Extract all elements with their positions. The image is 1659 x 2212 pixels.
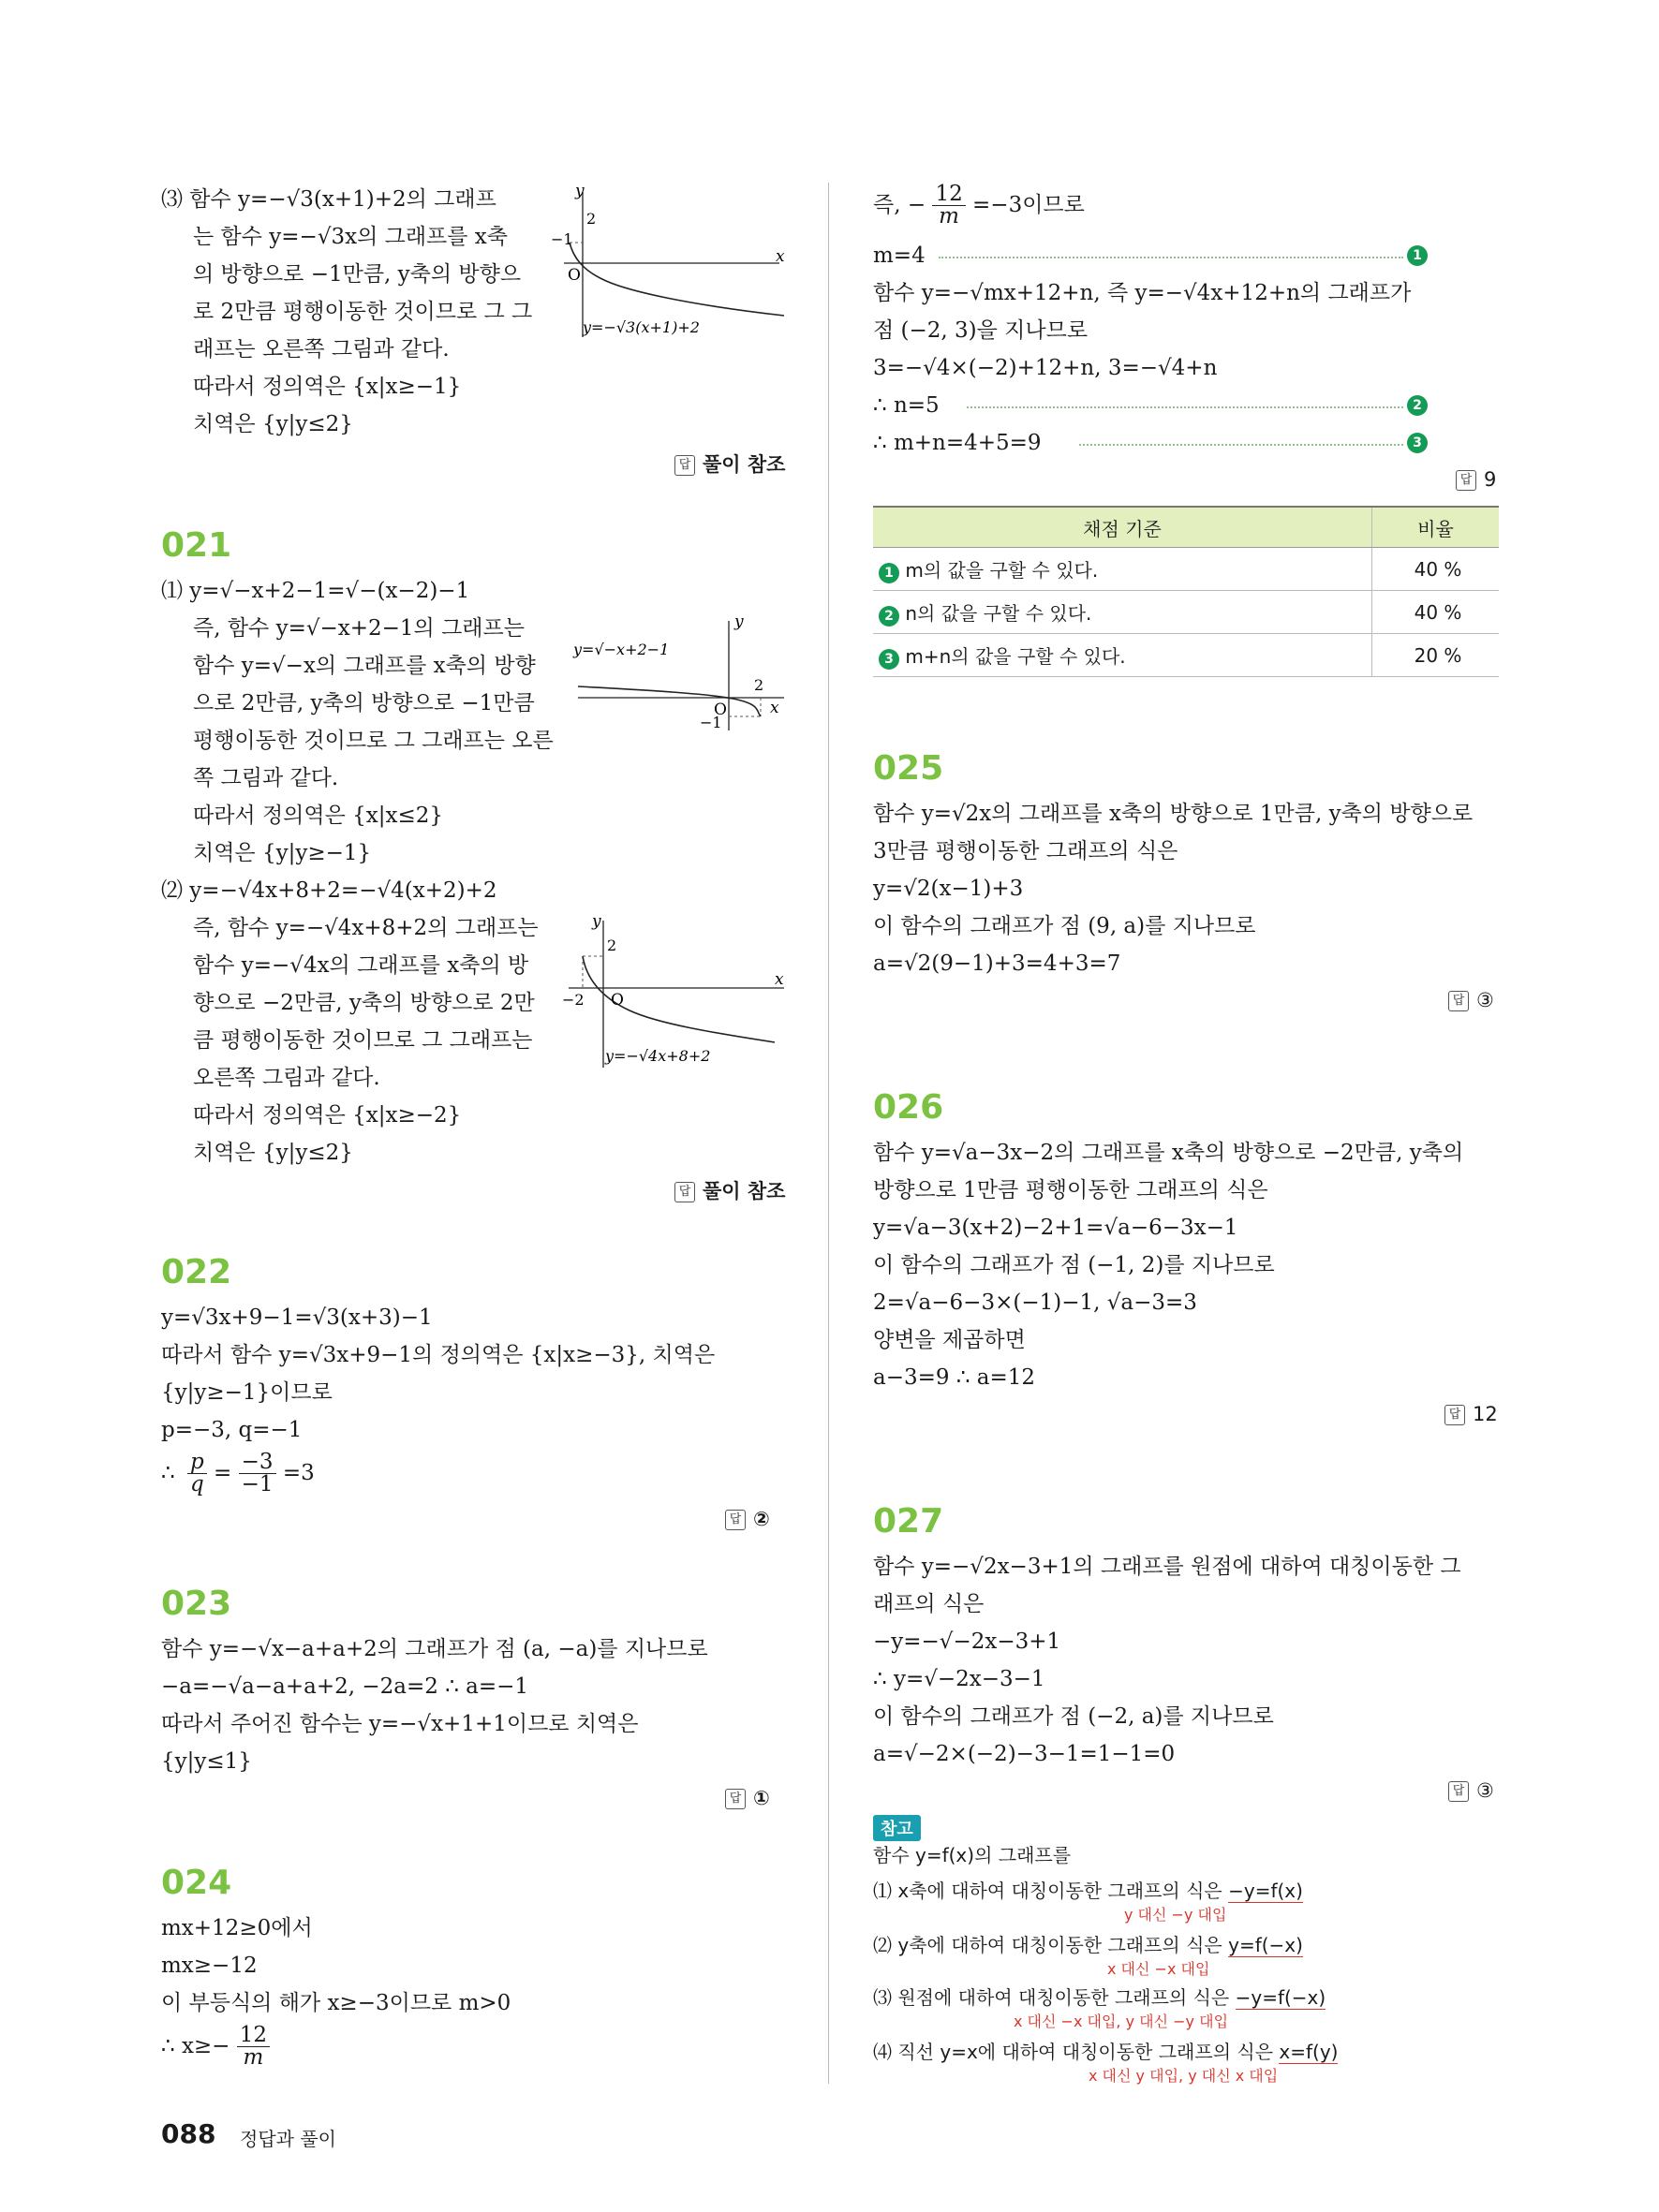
table-row: 3 m+n의 값을 구할 수 있다. 20 % xyxy=(873,634,1499,677)
q021-line-3: 으로 2만큼, y축의 방향으로 −1만큼 xyxy=(193,691,535,715)
q026-line-5: 양변을 제곱하면 xyxy=(873,1328,1026,1352)
q026-line-2: y=√a−3(x+2)−2+1=√a−6−3x−1 xyxy=(873,1216,1238,1240)
q024-cont-line-5: ∴ m+n=4+5=9 xyxy=(873,431,1042,455)
y-label: y xyxy=(734,612,744,631)
x-label: x xyxy=(776,247,785,266)
q026-line-6: a−3=9 ∴ a=12 xyxy=(873,1365,1036,1390)
problem-number-021: 021 xyxy=(161,526,232,565)
table-row: 2 n의 값을 구할 수 있다. 40 % xyxy=(873,591,1499,634)
tick-y: 2 xyxy=(607,936,617,954)
answer-box-icon: 답 xyxy=(725,1510,746,1530)
q027-line-5: a=√−2×(−2)−3−1=1−1=0 xyxy=(873,1742,1176,1766)
note-tag: 참고 xyxy=(873,1815,921,1841)
y-label: y xyxy=(575,182,585,200)
q024-answer: 답 9 xyxy=(1456,468,1496,491)
q025-line-1: 3만큼 평행이동한 그래프의 식은 xyxy=(873,839,1178,863)
origin-label: O xyxy=(611,991,624,1010)
q022-line-2: {y|y≥−1}이므로 xyxy=(161,1380,333,1405)
curve-label: y=−√4x+8+2 xyxy=(605,1047,711,1065)
q027-line-0: 함수 y=−√2x−3+1의 그래프를 원점에 대하여 대칭이동한 그 xyxy=(873,1555,1461,1579)
origin-label: O xyxy=(568,266,581,285)
table-row: 1 m의 값을 구할 수 있다. 40 % xyxy=(873,548,1499,591)
table-header-ratio: 비율 xyxy=(1372,507,1500,548)
q027-line-2: −y=−√−2x−3+1 xyxy=(873,1630,1061,1654)
q021-line-7: 치역은 {y|y≥−1} xyxy=(193,841,372,865)
q026-line-1: 방향으로 1만큼 평행이동한 그래프의 식은 xyxy=(873,1178,1268,1202)
note-hint-3: x 대신 −x 대입, y 대신 −y 대입 xyxy=(1014,2013,1229,2030)
curve xyxy=(570,243,784,316)
answer-box-icon: 답 xyxy=(1448,991,1469,1011)
p3-line-5: 따라서 정의역은 {x|x≥−1} xyxy=(193,375,462,399)
q023-line-0: 함수 y=−√x−a+a+2의 그래프가 점 (a, −a)를 지나므로 xyxy=(161,1637,708,1661)
q025-line-4: a=√2(9−1)+3=4+3=7 xyxy=(873,951,1121,976)
q021-line-1: 즉, 함수 y=√−x+2−1의 그래프는 xyxy=(193,616,525,641)
q024-line-2: 이 부등식의 해가 x≥−3이므로 m>0 xyxy=(161,1991,511,2015)
tick-x: 2 xyxy=(754,676,764,694)
q021-line-6: 따라서 정의역은 {x|x≤2} xyxy=(193,804,444,828)
note-intro: 함수 y=f(x)의 그래프를 xyxy=(873,1844,1072,1866)
p3-line-4: 래프는 오른쪽 그림과 같다. xyxy=(193,337,450,361)
q027-line-3: ∴ y=√−2x−3−1 xyxy=(873,1667,1045,1691)
answer-box-icon: 답 xyxy=(1456,470,1476,491)
q022-answer: 답 ② xyxy=(725,1508,770,1530)
q024-line-1: mx≥−12 xyxy=(161,1954,258,1978)
step-marker-1: 1 xyxy=(1407,245,1428,266)
problem-number-027: 027 xyxy=(873,1502,944,1541)
q021-line-5: 쪽 그림과 같다. xyxy=(193,766,339,790)
curve-label: y=√−x+2−1 xyxy=(573,641,670,658)
q026-line-3: 이 함수의 그래프가 점 (−1, 2)를 지나므로 xyxy=(873,1253,1275,1277)
q021-line-13: 오른쪽 그림과 같다. xyxy=(193,1066,380,1090)
scoring-table xyxy=(873,506,1499,677)
q024-cont-line-3: 3=−√4×(−2)+12+n, 3=−√4+n xyxy=(873,356,1218,380)
answer-box-icon: 답 xyxy=(674,1182,695,1202)
q024-fraction-line: ∴ x≥− $\frac{12}{m}$ xyxy=(161,2025,270,2069)
origin-label: O xyxy=(714,700,727,719)
q021-line-9: 즉, 함수 y=−√4x+8+2의 그래프는 xyxy=(193,916,539,940)
y-label: y xyxy=(592,912,601,931)
q021-line-15: 치역은 {y|y≤2} xyxy=(193,1141,353,1165)
q023-line-3: {y|y≤1} xyxy=(161,1749,252,1774)
q021-line-11: 향으로 −2만큼, y축의 방향으로 2만 xyxy=(193,991,535,1015)
p3-graph xyxy=(551,182,789,342)
q021-line-2: 함수 y=√−x의 그래프를 x축의 방향 xyxy=(193,654,536,678)
problem-number-025: 025 xyxy=(873,749,944,788)
q025-line-3: 이 함수의 그래프가 점 (9, a)를 지나므로 xyxy=(873,914,1256,938)
column-divider xyxy=(828,183,829,2084)
answer-box-icon: 답 xyxy=(725,1789,746,1809)
step-marker-2: 2 xyxy=(1407,395,1428,416)
note-hint-2: x 대신 −x 대입 xyxy=(1107,1960,1210,1978)
problem-number-024: 024 xyxy=(161,1864,232,1902)
page-number: 088 xyxy=(161,2118,216,2149)
p3-answer: 답 풀이 참조 xyxy=(674,450,785,478)
q022-fraction-line: ∴ $\frac{p}{q}$ = $\frac{-3}{-1}$ =3 xyxy=(161,1450,315,1497)
note-item-1: ⑴ x축에 대하여 대칭이동한 그래프의 식은 −y=f(x) xyxy=(873,1880,1303,1902)
q025-line-2: y=√2(x−1)+3 xyxy=(873,877,1024,901)
tick-y: 2 xyxy=(586,210,597,228)
q027-line-4: 이 함수의 그래프가 점 (−2, a)를 지나므로 xyxy=(873,1704,1274,1729)
q023-line-1: −a=−√a−a+a+2, −2a=2 ∴ a=−1 xyxy=(161,1674,529,1699)
q024-line-0: mx+12≥0에서 xyxy=(161,1916,313,1940)
q021-graph2 xyxy=(564,913,789,1072)
curve-label: y=−√3(x+1)+2 xyxy=(583,318,700,336)
p3-line-3: 로 2만큼 평행이동한 것이므로 그 그 xyxy=(193,300,533,324)
q024-cont-fraction-line: 즉, − $\frac{12}{m}$ =−3이므로 xyxy=(873,182,1085,229)
q021-answer: 답 풀이 참조 xyxy=(674,1176,785,1204)
curve xyxy=(578,686,761,716)
p3-line-0: ⑶ 함수 y=−√3(x+1)+2의 그래프 xyxy=(161,187,496,212)
q026-line-4: 2=√a−6−3×(−1)−1, √a−3=3 xyxy=(873,1290,1197,1315)
q025-answer: 답 ③ xyxy=(1448,989,1494,1011)
q024-cont-line-0: m=4 xyxy=(873,243,926,268)
q025-line-0: 함수 y=√2x의 그래프를 x축의 방향으로 1만큼, y축의 방향으로 xyxy=(873,802,1474,826)
q021-line-8: ⑵ y=−√4x+8+2=−√4(x+2)+2 xyxy=(161,878,497,903)
q023-line-2: 따라서 주어진 함수는 y=−√x+1+1이므로 치역은 xyxy=(161,1712,639,1736)
problem-number-026: 026 xyxy=(873,1088,944,1127)
q021-line-10: 함수 y=−√4x의 그래프를 x축의 방 xyxy=(193,953,529,978)
p3-line-6: 치역은 {y|y≤2} xyxy=(193,412,353,436)
q026-answer: 답 12 xyxy=(1444,1403,1498,1425)
p3-line-1: 는 함수 y=−√3x의 그래프를 x축 xyxy=(193,225,508,249)
q022-line-3: p=−3, q=−1 xyxy=(161,1418,303,1442)
problem-number-023: 023 xyxy=(161,1585,232,1623)
tick-x: −2 xyxy=(562,991,585,1009)
note-item-4: ⑷ 직선 y=x에 대하여 대칭이동한 그래프의 식은 x=f(y) xyxy=(873,2041,1339,2063)
q021-line-4: 평행이동한 것이므로 그 그래프는 오른 xyxy=(193,729,554,753)
note-item-3: ⑶ 원점에 대하여 대칭이동한 그래프의 식은 −y=f(−x) xyxy=(873,1986,1326,2009)
answer-box-icon: 답 xyxy=(1444,1405,1465,1425)
x-label: x xyxy=(775,970,784,989)
footer-title: 정답과 풀이 xyxy=(240,2128,336,2150)
table-header-criteria: 채점 기준 xyxy=(873,507,1372,548)
problem-number-022: 022 xyxy=(161,1253,232,1291)
q021-line-0: ⑴ y=√−x+2−1=√−(x−2)−1 xyxy=(161,579,470,603)
step-marker-3: 3 xyxy=(1407,433,1428,453)
q027-line-1: 래프의 식은 xyxy=(873,1592,985,1616)
q023-answer: 답 ① xyxy=(725,1787,770,1809)
q027-answer: 답 ③ xyxy=(1448,1779,1494,1802)
p3-line-2: 의 방향으로 −1만큼, y축의 방향으 xyxy=(193,262,522,287)
note-hint-1: y 대신 −y 대입 xyxy=(1124,1906,1227,1924)
q026-line-0: 함수 y=√a−3x−2의 그래프를 x축의 방향으로 −2만큼, y축의 xyxy=(873,1141,1464,1165)
q024-cont-line-2: 점 (−2, 3)을 지나므로 xyxy=(873,318,1089,343)
answer-box-icon: 답 xyxy=(1448,1781,1469,1802)
tick-y: −1 xyxy=(700,714,722,731)
tick-x: −1 xyxy=(551,230,573,248)
q022-line-0: y=√3x+9−1=√3(x+3)−1 xyxy=(161,1305,433,1330)
x-label: x xyxy=(770,699,779,717)
q021-line-14: 따라서 정의역은 {x|x≥−2} xyxy=(193,1103,462,1128)
note-hint-4: x 대신 y 대입, y 대신 x 대입 xyxy=(1089,2067,1279,2085)
q021-graph1 xyxy=(573,613,789,735)
q022-line-1: 따라서 함수 y=√3x+9−1의 정의역은 {x|x≥−3}, 치역은 xyxy=(161,1343,716,1367)
note-item-2: ⑵ y축에 대하여 대칭이동한 그래프의 식은 y=f(−x) xyxy=(873,1934,1303,1956)
q024-cont-line-1: 함수 y=−√mx+12+n, 즉 y=−√4x+12+n의 그래프가 xyxy=(873,281,1412,305)
q024-cont-line-4: ∴ n=5 xyxy=(873,393,940,418)
answer-box-icon: 답 xyxy=(674,455,695,476)
q021-line-12: 큼 평행이동한 것이므로 그 그래프는 xyxy=(193,1028,533,1053)
